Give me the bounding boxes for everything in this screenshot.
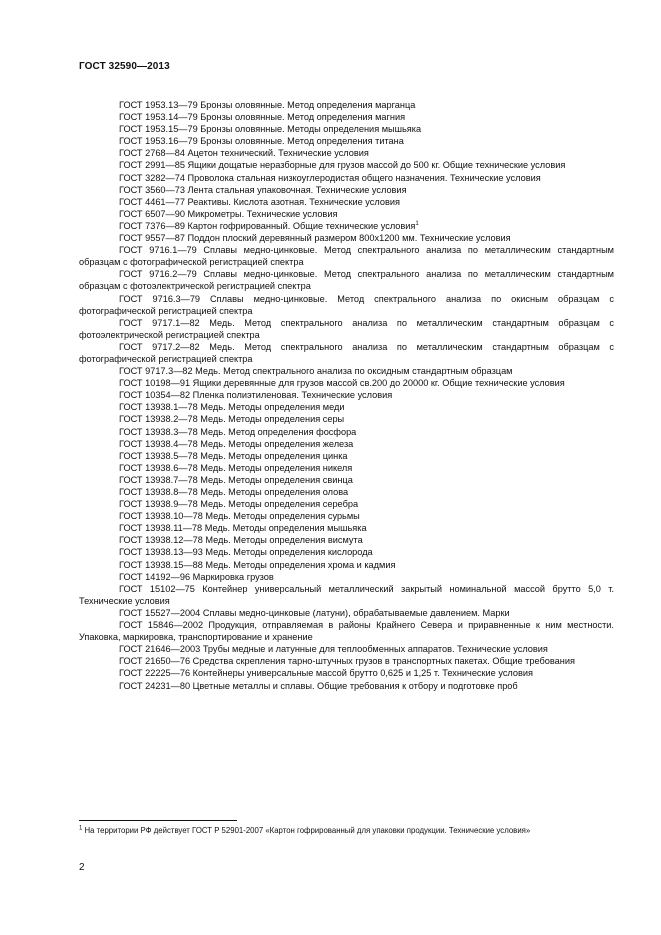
reference-entry bbox=[79, 111, 614, 123]
reference-entry bbox=[79, 184, 614, 196]
reference-entry bbox=[79, 510, 614, 522]
reference-text: ГОСТ 9716.2—79 Сплавы медно-цинковые. Метод спектрального анализа по металлическим стандартным образцам с фотоэлектрической регистрацией спектра bbox=[79, 269, 614, 292]
reference-text: ГОСТ 1953.13—79 Бронзы оловянные. Метод определения марганца bbox=[119, 100, 416, 110]
reference-text: ГОСТ 4461—77 Реактивы. Кислота азотная. Технические условия bbox=[119, 196, 400, 207]
reference-text: ГОСТ 9557—87 Поддон плоский деревянный размером 800x1200 мм. Технические условия bbox=[119, 233, 511, 244]
reference-text: ГОСТ 22225—76 Контейнеры универсальные массой брутто 0,625 и 1,25 т. Технические условия bbox=[119, 668, 533, 679]
reference-entry bbox=[79, 667, 614, 679]
reference-entry bbox=[79, 172, 614, 184]
reference-entry bbox=[79, 268, 614, 292]
reference-text: ГОСТ 10354—82 Пленка полиэтиленовая. Технические условия bbox=[119, 390, 393, 401]
reference-text: ГОСТ 13938.1—78 Медь. Методы определения меди bbox=[119, 402, 345, 413]
reference-text: ГОСТ 13938.2—78 Медь. Методы определения серы bbox=[119, 414, 345, 425]
reference-entry bbox=[79, 426, 614, 438]
reference-text: ГОСТ 13938.6—78 Медь. Методы определения никеля bbox=[119, 462, 353, 473]
reference-entry bbox=[79, 365, 614, 377]
reference-entry bbox=[79, 571, 614, 583]
reference-entry bbox=[79, 317, 614, 341]
reference-text: ГОСТ 21646—2003 Трубы медные и латунные для теплообменных аппаратов. Технические условия bbox=[119, 644, 548, 655]
reference-entry bbox=[79, 450, 614, 462]
reference-text: ГОСТ 9717.2—82 Медь. Метод спектрального анализа по металлическим стандартным образцам с фотографической регистрацией спектра bbox=[79, 341, 614, 364]
reference-entry bbox=[79, 619, 614, 643]
reference-entry bbox=[79, 293, 614, 317]
reference-entry bbox=[79, 123, 614, 135]
reference-text: ГОСТ 2768—84 Ацетон технический. Технические условия bbox=[119, 148, 369, 159]
reference-entry bbox=[79, 401, 614, 413]
reference-text: ГОСТ 13938.7—78 Медь. Методы определения свинца bbox=[119, 474, 353, 485]
reference-text: ГОСТ 10198—91 Ящики деревянные для грузов массой св.200 до 20000 кг. Общие технические условия bbox=[119, 378, 565, 389]
reference-entry bbox=[79, 655, 614, 667]
reference-text: ГОСТ 15527—2004 Сплавы медно-цинковые (латуни), обрабатываемые давлением. Марки bbox=[119, 607, 510, 618]
reference-text: ГОСТ 1953.14—79 Бронзы оловянные. Метод определения магния bbox=[119, 112, 406, 123]
reference-entry bbox=[79, 462, 614, 474]
reference-text: ГОСТ 13938.12—78 Медь. Методы определения висмута bbox=[119, 535, 363, 546]
reference-text: ГОСТ 9716.3—79 Сплавы медно-цинковые. Метод спектрального анализа по окисным образцам с фотографической регистрацией спектра bbox=[79, 293, 614, 316]
reference-entry bbox=[79, 474, 614, 486]
reference-text: ГОСТ 13938.3—78 Медь. Метод определения фосфора bbox=[119, 426, 357, 437]
reference-text: ГОСТ 1953.15—79 Бронзы оловянные. Методы определения мышьяка bbox=[119, 124, 422, 135]
reference-text: ГОСТ 9717.3—82 Медь. Метод спектрального анализа по оксидным стандартным образцам bbox=[119, 366, 513, 377]
reference-text: ГОСТ 9716.1—79 Сплавы медно-цинковые. Метод спектрального анализа по металлическим стандартным образцам с фотографической регистрацией спектра bbox=[79, 245, 614, 268]
reference-entry bbox=[79, 583, 614, 607]
reference-text: ГОСТ 3560—73 Лента стальная упаковочная. Технические условия bbox=[119, 184, 407, 195]
reference-text: ГОСТ 1953.16—79 Бронзы оловянные. Метод определения титана bbox=[119, 136, 404, 147]
footnote-reference-marker: 1 bbox=[415, 220, 419, 227]
reference-text: ГОСТ 13938.10—78 Медь. Методы определения сурьмы bbox=[119, 511, 360, 522]
reference-entry bbox=[79, 486, 614, 498]
footnote-text: На территории РФ действует ГОСТ Р 52901-2007 «Картон гофрированный для упаковки продукции. Технические условия» bbox=[84, 826, 531, 835]
reference-text: ГОСТ 2991—85 Ящики дощатые неразборные для грузов массой до 500 кг. Общие технические условия bbox=[119, 160, 566, 171]
reference-entry bbox=[79, 244, 614, 268]
reference-entry bbox=[79, 559, 614, 571]
reference-entry bbox=[79, 232, 614, 244]
reference-entry bbox=[79, 498, 614, 510]
reference-entry bbox=[79, 135, 614, 147]
reference-text: ГОСТ 24231—80 Цветные металлы и сплавы. Общие требования к отбору и подготовке проб bbox=[119, 680, 518, 691]
reference-text: ГОСТ 15846—2002 Продукция, отправляемая в районы Крайнего Севера и приравненные к ним местности. Упаковка, маркировка, транспортирование и хранение bbox=[79, 620, 614, 643]
reference-text: ГОСТ 6507—90 Микрометры. Технические условия bbox=[119, 208, 338, 219]
reference-entry bbox=[79, 377, 614, 389]
reference-entry bbox=[79, 534, 614, 546]
reference-text: ГОСТ 13938.5—78 Медь. Методы определения цинка bbox=[119, 450, 348, 461]
reference-entry bbox=[79, 159, 614, 171]
reference-text: ГОСТ 15102—75 Контейнер универсальный металлический закрытый номинальной массой брутто 5,0 т. Технические условия bbox=[79, 583, 614, 606]
reference-entry bbox=[79, 438, 614, 450]
reference-text: ГОСТ 3282—74 Проволока стальная низкоуглеродистая общего назначения. Технические условия bbox=[119, 172, 541, 183]
reference-text: ГОСТ 13938.11—78 Медь. Методы определения мышьяка bbox=[119, 523, 367, 534]
reference-entry bbox=[79, 220, 614, 232]
reference-entry bbox=[79, 196, 614, 208]
reference-entry bbox=[79, 522, 614, 534]
reference-entry bbox=[79, 147, 614, 159]
reference-entry bbox=[79, 643, 614, 655]
reference-text: ГОСТ 21650—76 Средства скрепления тарно-штучных грузов в транспортных пакетах. Общие требования bbox=[119, 656, 575, 667]
reference-text: ГОСТ 7376—89 Картон гофрированный. Общие технические условия bbox=[119, 220, 416, 231]
reference-text: ГОСТ 9717.1—82 Медь. Метод спектрального анализа по металлическим стандартным образцам с фотоэлектрической регистрацией спектра bbox=[79, 317, 614, 340]
reference-entry bbox=[79, 341, 614, 365]
reference-text: ГОСТ 13938.15—88 Медь. Методы определения хрома и кадмия bbox=[119, 559, 396, 570]
reference-entry bbox=[79, 208, 614, 220]
footnote-divider bbox=[79, 820, 237, 821]
reference-entry bbox=[79, 680, 614, 692]
reference-entry bbox=[79, 99, 614, 111]
reference-text: ГОСТ 13938.4—78 Медь. Методы определения железа bbox=[119, 438, 354, 449]
reference-entry bbox=[79, 546, 614, 558]
reference-text: ГОСТ 13938.13—93 Медь. Методы определения кислорода bbox=[119, 547, 373, 558]
page-number: 2 bbox=[79, 862, 85, 873]
reference-text: ГОСТ 14192—96 Маркировка грузов bbox=[119, 571, 274, 582]
footnote bbox=[79, 825, 614, 836]
footnote-marker: 1 bbox=[79, 825, 83, 832]
reference-entry bbox=[79, 607, 614, 619]
normative-references-list bbox=[79, 99, 614, 692]
reference-text: ГОСТ 13938.9—78 Медь. Методы определения серебра bbox=[119, 499, 359, 510]
reference-text: ГОСТ 13938.8—78 Медь. Методы определения олова bbox=[119, 487, 349, 497]
reference-entry bbox=[79, 413, 614, 425]
reference-entry bbox=[79, 389, 614, 401]
document-header: ГОСТ 32590—2013 bbox=[79, 61, 170, 72]
